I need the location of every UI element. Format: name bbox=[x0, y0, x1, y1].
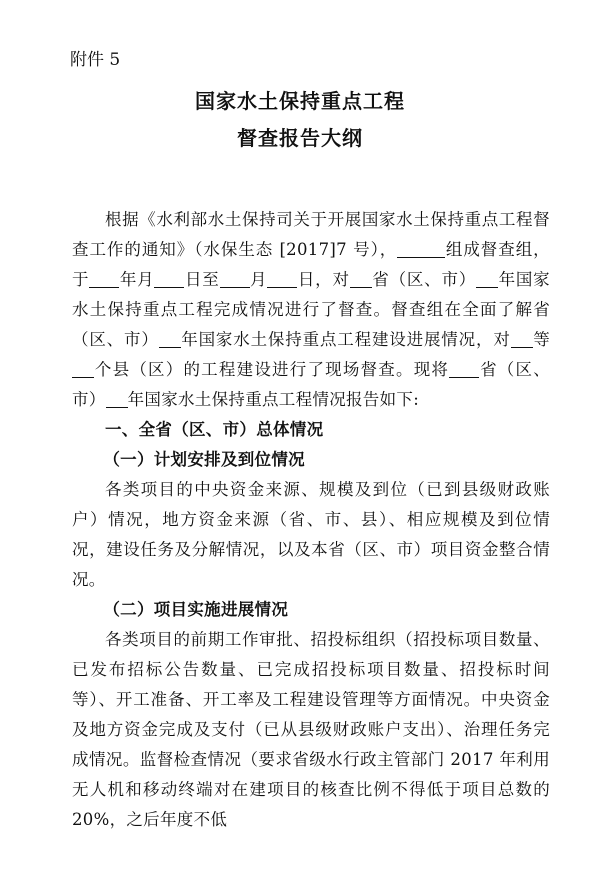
document-title: 国家水土保持重点工程 bbox=[195, 89, 405, 113]
blank-field bbox=[397, 239, 445, 258]
blank-field bbox=[106, 389, 128, 408]
attachment-label: 附件 5 bbox=[70, 50, 121, 70]
intro-text: 年国家水土保持重点工程情况报告如下: bbox=[127, 390, 420, 409]
subsection-paragraph: 各类项目的前期工作审批、招投标组织（招投标项目数量、已发布招标公告数量、已完成招投标项目数量、招投标时间等）、开工准备、开工率及工程建设管理等方面情况。中央资金及地方资金完成及支付（已从县级财政账户支出）、治理任务完成情况。监督检查情况（要求省级水行政主管部门 2017 年利用无人机和移动终端对在建项目的核查比例不得低于项目总数的 20%，之后年度不低 bbox=[72, 630, 550, 829]
section-heading: 一、全省（区、市）总体情况 bbox=[105, 420, 324, 439]
document-body bbox=[72, 205, 550, 835]
intro-text: 等 bbox=[532, 330, 551, 349]
intro-text: 日，对 bbox=[297, 270, 350, 289]
intro-text: 年国家水土保持重点工程完成情况进行了督查。督查组在全面了解省（区、市） bbox=[72, 270, 550, 349]
subsection-heading: （一）计划安排及到位情况 bbox=[103, 450, 305, 469]
blank-field bbox=[350, 269, 372, 288]
blank-field bbox=[476, 269, 498, 288]
blank-field bbox=[159, 329, 181, 348]
blank-field bbox=[154, 269, 184, 288]
intro-text: 日至 bbox=[184, 270, 220, 289]
blank-field bbox=[220, 269, 250, 288]
blank-field bbox=[72, 359, 94, 378]
intro-text: 年国家水土保持重点工程建设进展情况，对 bbox=[180, 330, 511, 349]
intro-text: 根据《水利部水土保持司关于开展国家水土保持重点工程督查工作的通知》（水保生态 [2017]7 号）， bbox=[72, 210, 550, 259]
blank-field bbox=[511, 329, 533, 348]
blank-field bbox=[449, 359, 479, 378]
document-subtitle: 督查报告大纲 bbox=[237, 126, 363, 150]
intro-paragraph bbox=[72, 205, 550, 415]
subsection-paragraph: 各类项目的中央资金来源、规模及到位（已到县级财政账户）情况，地方资金来源（省、市、县）、相应规模及到位情况，建设任务及分解情况，以及本省（区、市）项目资金整合情况。 bbox=[72, 480, 550, 589]
intro-text: 年 bbox=[119, 270, 138, 289]
intro-text: 省（区、市） bbox=[371, 270, 477, 289]
intro-text: 省（区、市） bbox=[72, 360, 551, 409]
intro-text: 月 bbox=[137, 270, 155, 289]
intro-text: 个县（区）的工程建设进行了现场督查。现将 bbox=[94, 360, 450, 379]
subsection-heading: （二）项目实施进展情况 bbox=[103, 600, 289, 619]
intro-text: 月 bbox=[249, 270, 268, 289]
intro-text: 组成督查组，于 bbox=[72, 240, 550, 289]
blank-field bbox=[89, 269, 119, 288]
blank-field bbox=[267, 269, 297, 288]
